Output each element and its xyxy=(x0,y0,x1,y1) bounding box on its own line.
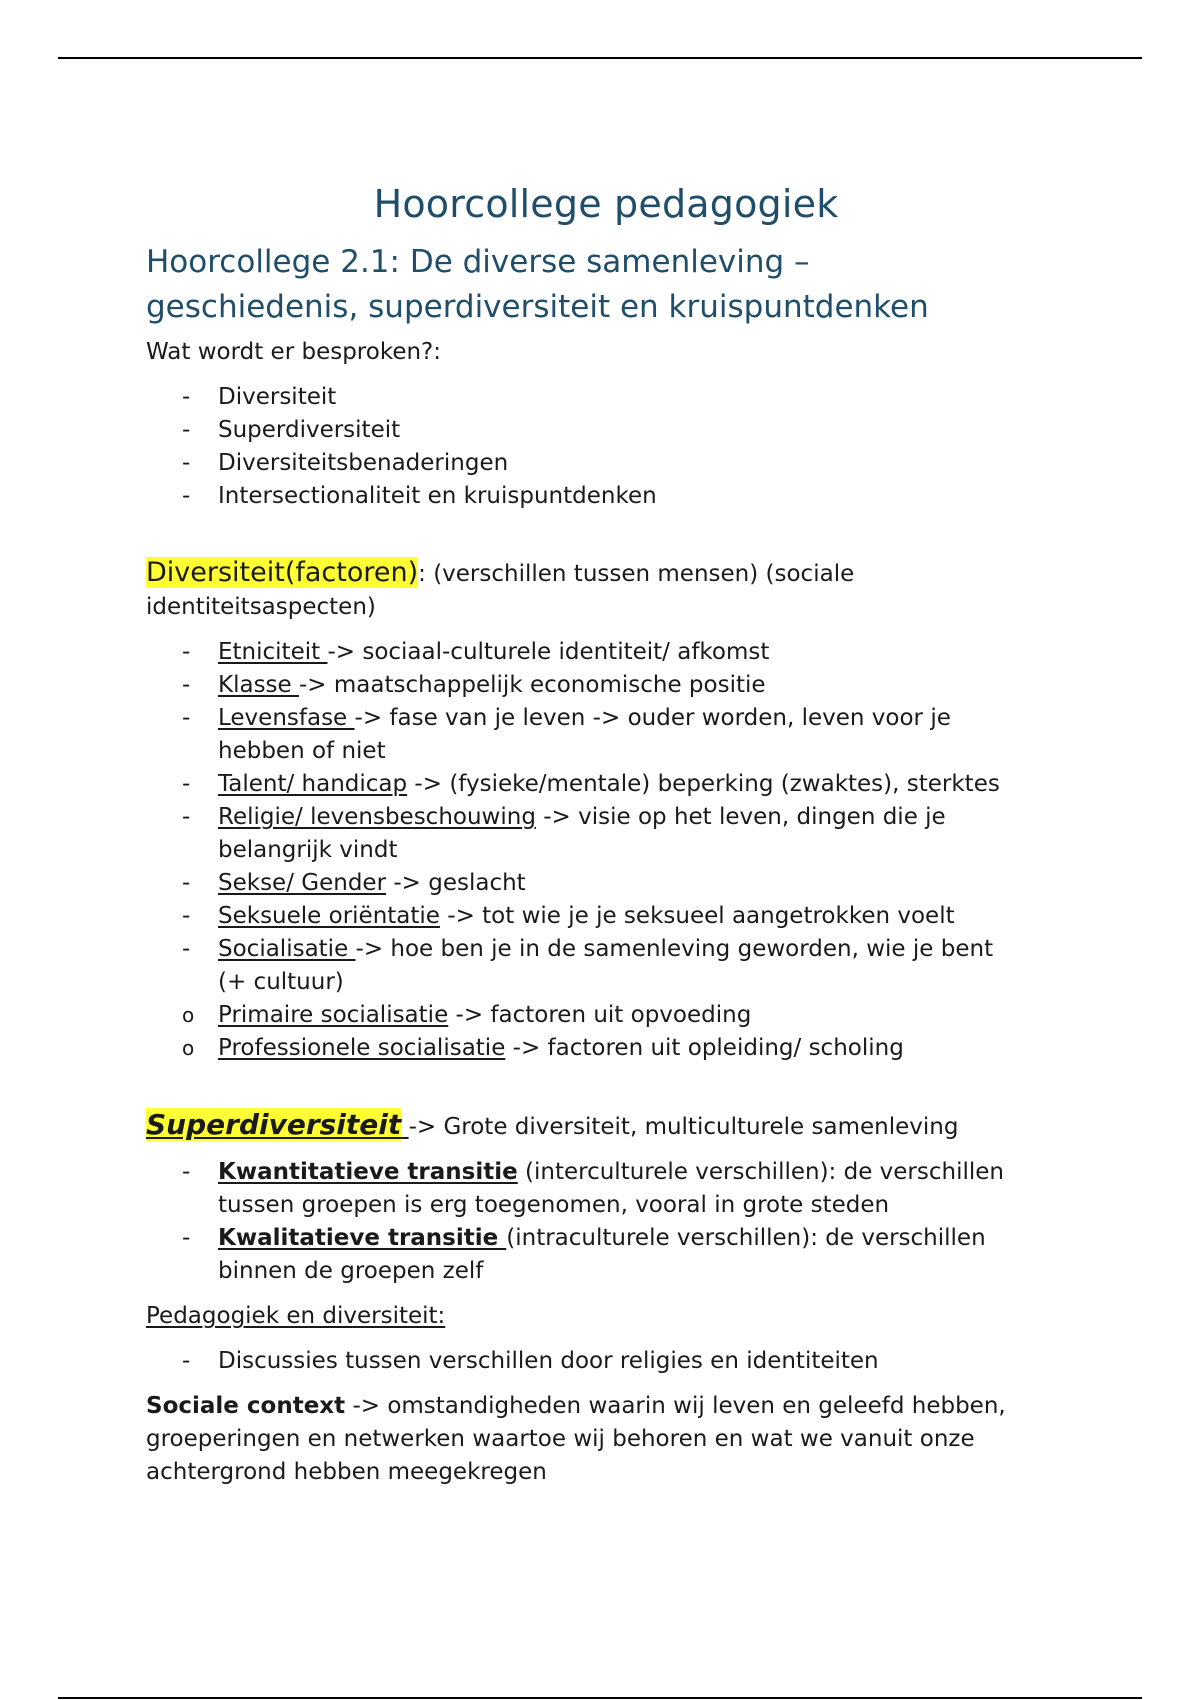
list-item: - Socialisatie -> hoe ben je in de samenleving geworden, wie je bent (+ cultuur) o Primaire socialisatie -> factoren uit opvoeding o Professionele socialisatie -> factoren uit opleiding/ scholing xyxy=(146,933,1066,1065)
diversiteit-highlight: Diversiteit(factoren) xyxy=(146,557,419,588)
list-item: - Diversiteit xyxy=(146,381,1066,414)
factor-term: Religie/ levensbeschouwing xyxy=(218,804,536,830)
list-item: - Religie/ levensbeschouwing -> visie op het leven, dingen die je belangrijk vindt xyxy=(146,801,1066,867)
list-item: - Discussies tussen verschillen door religies en identiteiten xyxy=(146,1345,1066,1378)
list-item: - Intersectionaliteit en kruispuntdenken xyxy=(146,480,1066,513)
topics-list xyxy=(146,381,1066,513)
intro-text: Wat wordt er besproken?: xyxy=(146,339,442,365)
list-item: - Sekse/ Gender -> geslacht xyxy=(146,867,1066,900)
list-item: - Seksuele oriëntatie -> tot wie je je seksueel aangetrokken voelt xyxy=(146,900,1066,933)
transitie-term: Kwantitatieve transitie xyxy=(218,1159,518,1185)
header-rule xyxy=(58,57,1142,59)
diversiteit-factors-list xyxy=(146,636,1066,1065)
factor-term: Professionele socialisatie xyxy=(218,1035,506,1061)
superdiversiteit-list xyxy=(146,1156,1066,1288)
list-item: - Levensfase -> fase van je leven -> ouder worden, leven voor je hebben of niet xyxy=(146,702,1066,768)
factor-term: Primaire socialisatie xyxy=(218,1002,449,1028)
footer-rule xyxy=(58,1697,1142,1699)
list-item: - Kwantitatieve transitie (interculturele verschillen): de verschillen tussen groepen is erg toegenomen, vooral in grote steden xyxy=(146,1156,1066,1222)
diversiteit-heading-rest: : (verschillen tussen mensen) (sociale xyxy=(418,561,855,587)
diversiteit-heading xyxy=(146,556,1066,624)
socialisatie-sublist xyxy=(146,999,1066,1065)
factor-term: Socialisatie xyxy=(218,936,356,962)
lecture-subtitle xyxy=(146,240,1066,330)
list-item: - Kwalitatieve transitie (intraculturele verschillen): de verschillen binnen de groepen zelf xyxy=(146,1222,1066,1288)
subtitle-line-1: Hoorcollege 2.1: De diverse samenleving – xyxy=(146,244,810,280)
factor-term: Talent/ handicap xyxy=(218,771,408,797)
factor-term: Sekse/ Gender xyxy=(218,870,387,896)
superdiversiteit-heading-rest: -> Grote diversiteit, multiculturele samenleving xyxy=(408,1114,959,1140)
list-item: - Etniciteit -> sociaal-culturele identiteit/ afkomst xyxy=(146,636,1066,669)
subtitle-line-2: geschiedenis, superdiversiteit en kruispuntdenken xyxy=(146,289,929,325)
pedagogiek-list xyxy=(146,1345,1066,1378)
sub-list-item: o Primaire socialisatie -> factoren uit opvoeding xyxy=(146,999,1066,1032)
list-item: - Klasse -> maatschappelijk economische positie xyxy=(146,669,1066,702)
page-title: Hoorcollege pedagogiek xyxy=(373,182,839,226)
list-item: - Talent/ handicap -> (fysieke/mentale) beperking (zwaktes), sterktes xyxy=(146,768,1066,801)
sociale-context-paragraph: Sociale context -> omstandigheden waarin wij leven en geleefd hebben, groeperingen en netwerken waartoe wij behoren en wat we vanuit onze achtergrond hebben meegekregen xyxy=(146,1393,1006,1485)
transitie-term: Kwalitatieve transitie xyxy=(218,1225,507,1251)
list-item: - Diversiteitsbenaderingen xyxy=(146,447,1066,480)
sociale-context-term: Sociale context xyxy=(146,1393,346,1419)
list-item: - Superdiversiteit xyxy=(146,414,1066,447)
document-page xyxy=(146,178,1066,1489)
diversiteit-heading-line2: identiteitsaspecten) xyxy=(146,594,376,620)
factor-term: Seksuele oriëntatie xyxy=(218,903,440,929)
sub-list-item: o Professionele socialisatie -> factoren uit opleiding/ scholing xyxy=(146,1032,1066,1065)
factor-term: Etniciteit xyxy=(218,639,328,665)
factor-term: Klasse xyxy=(218,672,299,698)
factor-term: Levensfase xyxy=(218,705,355,731)
superdiversiteit-highlight: Superdiversiteit xyxy=(146,1108,402,1141)
pedagogiek-heading: Pedagogiek en diversiteit: xyxy=(146,1303,446,1329)
superdiversiteit-heading xyxy=(146,1108,1066,1144)
